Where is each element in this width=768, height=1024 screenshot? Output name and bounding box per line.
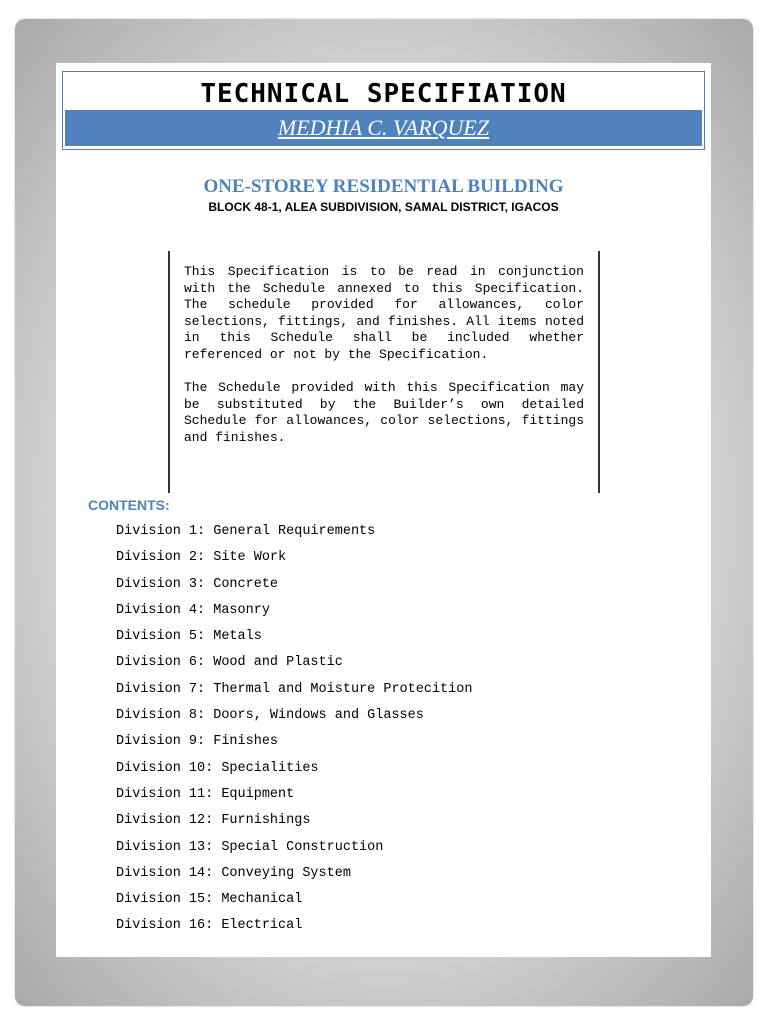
division-item: Division 4: Masonry [116, 602, 270, 618]
division-item: Division 8: Doors, Windows and Glasses [116, 708, 424, 724]
division-item: Division 7: Thermal and Moisture Protecition [116, 681, 473, 697]
division-item: Division 10: Specialities [116, 760, 319, 776]
division-item: Division 11: Equipment [116, 786, 295, 802]
division-item: Division 14: Conveying System [116, 865, 351, 881]
note-paragraph: This Specification is to be read in conjunction with the Schedule annexed to this Specification. The schedule provided for allowances, color selections, fittings, and finishes. All items noted in this Schedule shall be included whether referenced or not by the Specification. [184, 264, 584, 362]
division-item: Division 1: General Requirements [116, 524, 376, 539]
division-item: Division 5: Metals [116, 629, 262, 645]
specification-note-box [168, 251, 600, 493]
division-item: Division 13: Special Construction [116, 839, 384, 855]
document-title: TECHNICAL SPECIFIATION [200, 79, 567, 109]
division-item: Division 9: Finishes [116, 734, 279, 750]
division-item: Division 2: Site Work [116, 550, 287, 566]
project-address: BLOCK 48-1, ALEA SUBDIVISION, SAMAL DISTRICT, IGACOS [208, 200, 559, 214]
division-item: Division 6: Wood and Plastic [116, 655, 343, 671]
division-item: Division 3: Concrete [116, 576, 279, 592]
division-item: Division 16: Electrical [116, 918, 303, 934]
author-name: MEDHIA C. VARQUEZ [277, 115, 490, 140]
division-list [116, 523, 472, 944]
division-item: Division 15: Mechanical [116, 892, 303, 908]
division-item: Division 12: Furnishings [116, 813, 311, 829]
author-band [65, 110, 702, 146]
project-title: ONE-STOREY RESIDENTIAL BUILDING [203, 176, 564, 197]
title-box [62, 71, 705, 150]
contents-heading: CONTENTS: [88, 497, 170, 513]
note-paragraph: The Schedule provided with this Specification may be substituted by the Builder’s own detailed Schedule for allowances, color selections, fittings and finishes. [184, 380, 584, 445]
